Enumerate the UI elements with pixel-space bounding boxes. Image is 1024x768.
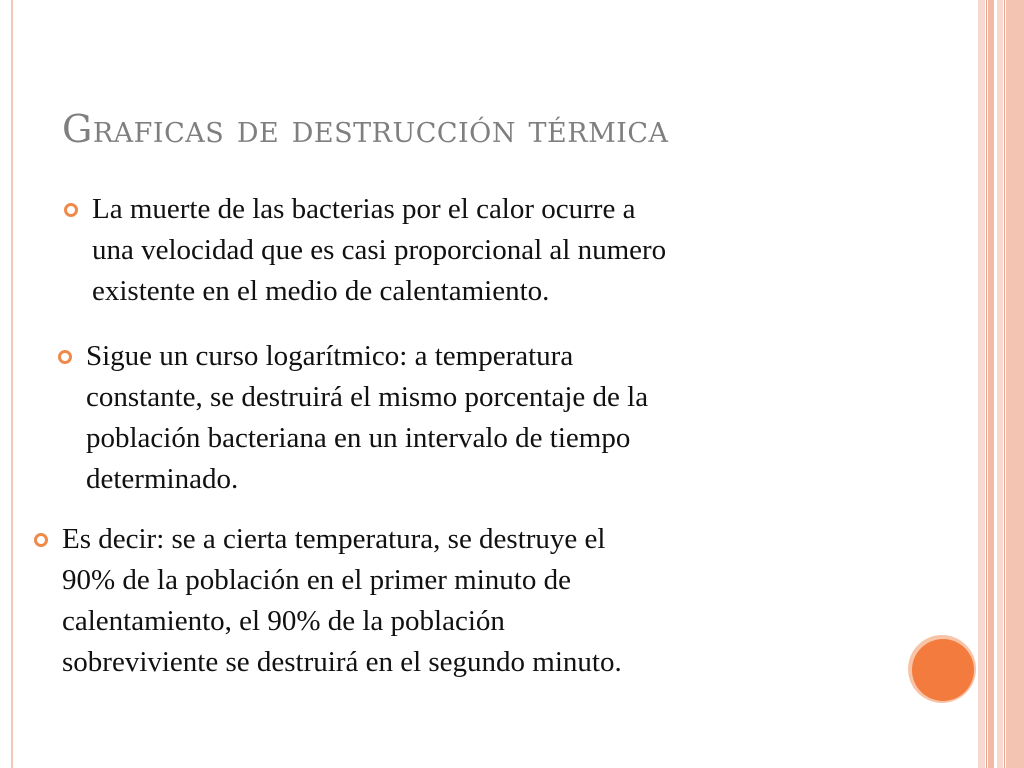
bullet-item-2 [86, 336, 648, 500]
bullet-item-3 [62, 519, 622, 683]
right-decorative-line [986, 0, 987, 768]
bullet-line: constante, se destruirá el mismo porcentaje de la [86, 381, 649, 413]
right-decorative-bar [1006, 0, 1024, 768]
bullet-line: La muerte de las bacterias por el calor ocurre a [92, 193, 636, 225]
bullet-marker-icon [58, 350, 72, 364]
bullet-line: Sigue un curso logarítmico: a temperatura [86, 340, 574, 372]
slide-title: Graficas de destrucción térmica [62, 107, 669, 151]
bullet-marker-icon [64, 203, 78, 217]
bullet-line: existente en el medio de calentamiento. [92, 275, 550, 307]
right-decorative-bar [988, 0, 994, 768]
bullet-item-1 [92, 189, 666, 312]
bullet-line: 90% de la población en el primer minuto de [62, 564, 571, 596]
bullet-line: calentamiento, el 90% de la población [62, 605, 505, 637]
bullet-line: población bacteriana en un intervalo de tiempo [86, 422, 631, 454]
decorative-orange-circle [912, 639, 974, 701]
left-border-line [11, 0, 13, 768]
bullet-line: Es decir: se a cierta temperatura, se destruye el [62, 523, 606, 555]
bullet-line: una velocidad que es casi proporcional al numero [92, 234, 667, 266]
bullet-line: determinado. [86, 463, 239, 495]
right-decorative-line [1004, 0, 1005, 768]
bullet-marker-icon [34, 533, 48, 547]
right-decorative-bar [978, 0, 985, 768]
right-decorative-bar [997, 0, 1003, 768]
bullet-line: sobreviviente se destruirá en el segundo minuto. [62, 646, 622, 678]
